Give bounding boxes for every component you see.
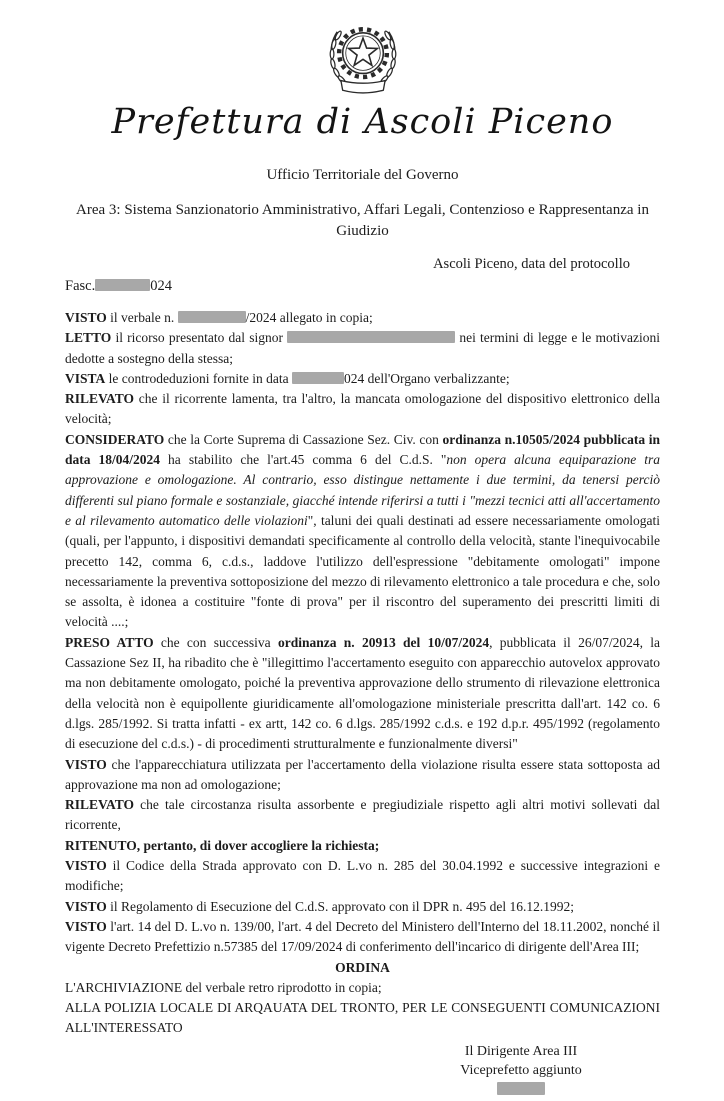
text-run: /2024 allegato in copia;	[245, 310, 373, 325]
fascicolo-line	[65, 278, 660, 295]
text-run: , pubblicata il 26/07/2024, la Cassazione Sez II, ha ribadito che è "illegittimo l'accertamento eseguito con apparecchio autovelox approvato ma non debitamente omologato, poiché la preventiva approvazione dello strumento di rilevazione elettronica della velocità non è equipollente giuridicamente all'omologazione ministeriale prescritta dall'art. 142 co. 6 d.lgs. 285/1992. Si tratta infatti - ex artt, 142 co. 6 d.lgs. 285/1992 c.d.s. e 192 d.p.r. 495/1992 (regolamento di esecuzione del c.d.s.) - di procedimenti strutturalmente e funzionalmente diversi"	[65, 634, 660, 752]
redaction-box	[292, 372, 344, 384]
text-run: PRESO ATTO	[65, 634, 154, 650]
text-run: che la Corte Suprema di Cassazione Sez. Civ. con	[164, 431, 443, 447]
text-run: l'art. 14 del D. L.vo n. 139/00, l'art. 4 del Decreto del Ministero dell'Interno del 18.11.2002, nonché il vigente Decreto Prefettizio n.57385 del 17/09/2024 di conferimento dell'incarico di dirigente dell'Area III;	[65, 918, 660, 955]
text-run: RILEVATO	[65, 797, 135, 813]
text-run: che tale circostanza risulta assorbente e pregiudiziale rispetto agli altri motivi sollevati dal ricorrente,	[65, 797, 660, 833]
text-run: il ricorso presentato dal signor	[111, 330, 288, 346]
paragraph	[65, 917, 660, 958]
signature-title-line: Viceprefetto aggiunto	[460, 1062, 582, 1078]
text-run: RITENUTO, pertanto, di dover accogliere la richiesta;	[65, 837, 380, 853]
text-run: non opera alcuna equiparazione tra approvazione e omologazione. Al contrario, esso distingue nettamente i due termini, da tenersi perciò differenti sul piano formale e sostanziale, giacché intende riferirsi a tutti i "mezzi tecnici atti all'accertamento e al rilevamento automatico delle violazioni	[65, 452, 660, 528]
place-date-line: Ascoli Piceno, data del protocollo	[433, 256, 630, 272]
text-run: che il ricorrente lamenta, tra l'altro, la mancata omologazione del dispositivo elettronico della velocità;	[65, 391, 660, 427]
italian-republic-emblem-icon	[317, 16, 409, 100]
text-run: il Codice della Strada approvato con D. L.vo n. 285 del 30.04.1992 e successive integrazioni e modifiche;	[65, 858, 660, 894]
text-run: nei termini di legge e le motivazioni dedotte a sostegno della stessa;	[65, 330, 660, 366]
area-line-2: Giudizio	[336, 223, 389, 239]
text-run: ha stabilito che l'art.45 comma 6 del C.d.S. "	[160, 452, 447, 468]
text-run: ordinanza n.10505/2024 pubblicata in data 18/04/2024	[65, 431, 660, 468]
redaction-box	[287, 331, 455, 343]
text-run: VISTA	[65, 370, 106, 386]
text-run: che con successiva	[153, 634, 278, 650]
paragraph	[65, 856, 660, 897]
paragraph	[65, 369, 660, 389]
text-run: VISTO	[65, 858, 107, 874]
paragraph	[65, 389, 660, 430]
paragraph	[65, 978, 660, 998]
ordina-heading	[65, 958, 660, 978]
text-run: ORDINA	[335, 959, 390, 975]
document-body	[65, 308, 660, 1039]
paragraph	[65, 998, 660, 1039]
text-run: ", taluni dei quali destinati ad essere necessariamente omologati (quali, per l'appunto, i dispositivi demandati specificamente al controllo della velocità, stante l'inequivocabile precetto 142, comma 6, c.d.s., laddove l'utilizzo dell'espressione "debitamente omologati" impone necessariamente la preventiva sottoposizione del mezzo di rilevamento elettronico a tale procedura e che, solo se assolta, è idonea a costituire "fonte di prova" per il riscontro del superamento dei prescritti limiti di velocità ....;	[65, 512, 660, 630]
document-header	[65, 16, 660, 242]
text-run: le controdeduzioni fornite in data	[105, 370, 292, 386]
paragraph	[65, 308, 660, 328]
redaction-box	[95, 279, 150, 291]
redaction-box	[178, 311, 246, 323]
emblem-wrap	[65, 16, 660, 100]
office-subtitle: Ufficio Territoriale del Governo	[266, 167, 459, 183]
signature-role-line: Il Dirigente Area III	[464, 1043, 578, 1059]
signature-block	[426, 1042, 616, 1101]
paragraph	[65, 633, 660, 755]
area-line-1: Area 3: Sistema Sanzionatorio Amministrativo, Affari Legali, Contenzioso e Rappresentanza in	[76, 202, 649, 218]
paragraph	[65, 328, 660, 369]
paragraph	[65, 755, 660, 796]
text-run: 024	[150, 278, 172, 294]
text-run: il Regolamento di Esecuzione del C.d.S. approvato con il DPR n. 495 del 16.12.1992;	[106, 898, 574, 914]
text-run: VISTO	[65, 898, 107, 914]
text-run: RILEVATO	[65, 391, 135, 407]
area-line	[65, 200, 660, 242]
paragraph	[65, 795, 660, 836]
text-run: VISTO	[65, 310, 107, 325]
text-run: 024 dell'Organo verbalizzante;	[343, 370, 510, 386]
text-run: VISTO	[65, 918, 107, 934]
text-run: il verbale n.	[106, 310, 178, 325]
paragraph	[65, 430, 660, 633]
redaction-box	[497, 1082, 545, 1095]
prefecture-title: Prefettura di Ascoli Piceno	[111, 102, 614, 142]
text-run: CONSIDERATO	[65, 431, 165, 447]
text-run: L'ARCHIVIAZIONE del verbale retro riprodotto in copia;	[65, 979, 382, 995]
text-run: VISTO	[65, 756, 107, 772]
text-run: Fasc.	[65, 278, 96, 294]
paragraph	[65, 836, 660, 856]
text-run: ordinanza n. 20913 del 10/07/2024	[277, 634, 490, 650]
text-run: ALLA POLIZIA LOCALE DI ARQAUATA DEL TRONTO, PER LE CONSEGUENTI COMUNICAZIONI ALL'INTERESSATO	[65, 1000, 660, 1036]
text-run: che l'apparecchiatura utilizzata per l'accertamento della violazione risulta essere stata sottoposta ad approvazione ma non ad omologazione;	[65, 756, 660, 792]
paragraph	[65, 897, 660, 917]
signature-redaction-row	[426, 1082, 616, 1101]
text-run: LETTO	[65, 330, 112, 346]
